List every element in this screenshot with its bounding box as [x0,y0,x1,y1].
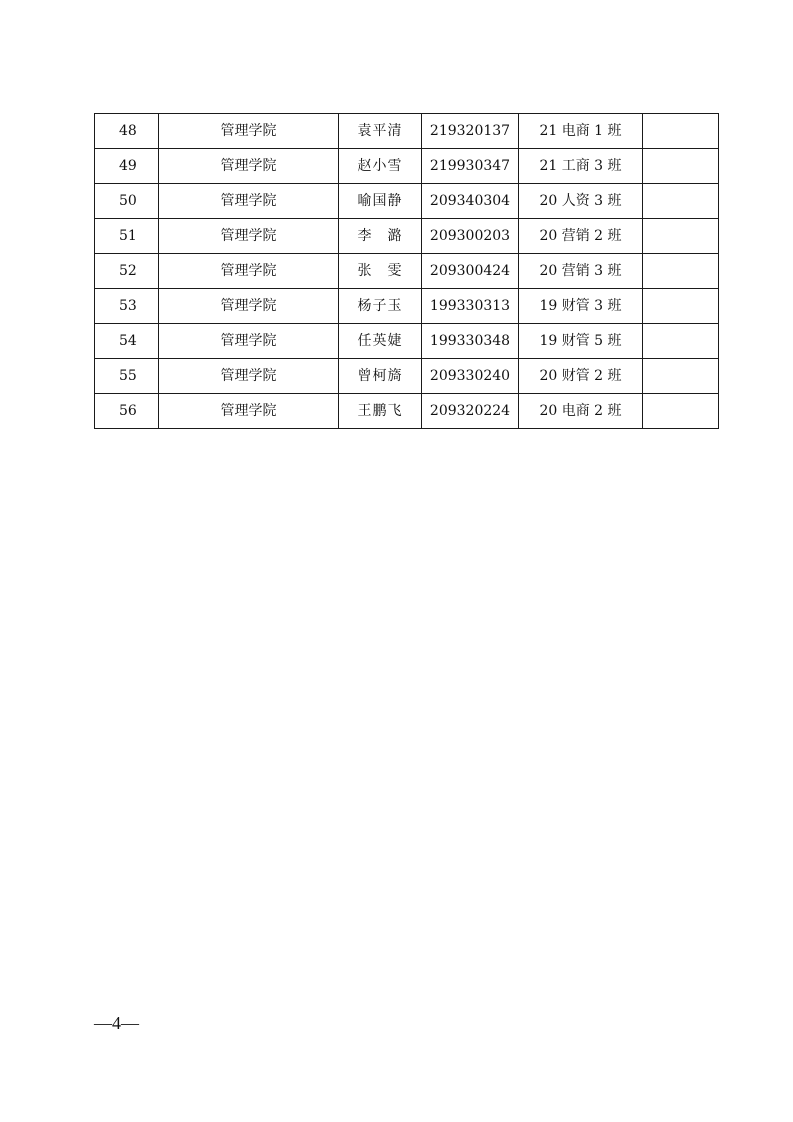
cell-number: 55 [95,359,159,394]
cell-student-name: 曾柯旖 [339,359,422,394]
page-number: —4— [94,1013,139,1033]
cell-number: 53 [95,289,159,324]
cell-student-name: 赵小雪 [339,149,422,184]
cell-note [643,219,719,254]
table-row [95,359,719,394]
table-row [95,219,719,254]
cell-student-name: 李 潞 [339,219,422,254]
cell-class: 21 电商 1 班 [519,114,643,149]
cell-student-name: 任英婕 [339,324,422,359]
cell-student-name: 张 雯 [339,254,422,289]
cell-college: 管理学院 [159,394,339,429]
cell-student-name: 袁平清 [339,114,422,149]
table-row [95,114,719,149]
cell-college: 管理学院 [159,359,339,394]
cell-college: 管理学院 [159,184,339,219]
table-row [95,184,719,219]
cell-note [643,114,719,149]
cell-note [643,149,719,184]
cell-student-id: 199330313 [422,289,519,324]
cell-number: 50 [95,184,159,219]
cell-note [643,184,719,219]
cell-college: 管理学院 [159,219,339,254]
cell-number: 51 [95,219,159,254]
cell-note [643,359,719,394]
cell-number: 52 [95,254,159,289]
cell-note [643,324,719,359]
cell-student-id: 209330240 [422,359,519,394]
cell-note [643,394,719,429]
cell-class: 21 工商 3 班 [519,149,643,184]
cell-class: 20 电商 2 班 [519,394,643,429]
cell-student-id: 209340304 [422,184,519,219]
cell-class: 19 财管 5 班 [519,324,643,359]
cell-college: 管理学院 [159,254,339,289]
cell-class: 20 营销 2 班 [519,219,643,254]
table-row [95,394,719,429]
table-row [95,289,719,324]
roster-body [95,114,719,429]
cell-student-id: 209320224 [422,394,519,429]
table-row [95,324,719,359]
table-row [95,149,719,184]
cell-class: 20 营销 3 班 [519,254,643,289]
cell-number: 48 [95,114,159,149]
cell-student-name: 王鹏飞 [339,394,422,429]
cell-number: 49 [95,149,159,184]
cell-college: 管理学院 [159,149,339,184]
cell-class: 20 财管 2 班 [519,359,643,394]
cell-number: 56 [95,394,159,429]
cell-student-name: 喻国静 [339,184,422,219]
cell-number: 54 [95,324,159,359]
cell-college: 管理学院 [159,324,339,359]
cell-class: 20 人资 3 班 [519,184,643,219]
cell-note [643,254,719,289]
table-row [95,254,719,289]
cell-student-name: 杨子玉 [339,289,422,324]
cell-note [643,289,719,324]
cell-class: 19 财管 3 班 [519,289,643,324]
cell-student-id: 219930347 [422,149,519,184]
cell-student-id: 209300203 [422,219,519,254]
roster-table [94,113,719,429]
cell-college: 管理学院 [159,114,339,149]
cell-student-id: 219320137 [422,114,519,149]
cell-student-id: 209300424 [422,254,519,289]
cell-college: 管理学院 [159,289,339,324]
cell-student-id: 199330348 [422,324,519,359]
